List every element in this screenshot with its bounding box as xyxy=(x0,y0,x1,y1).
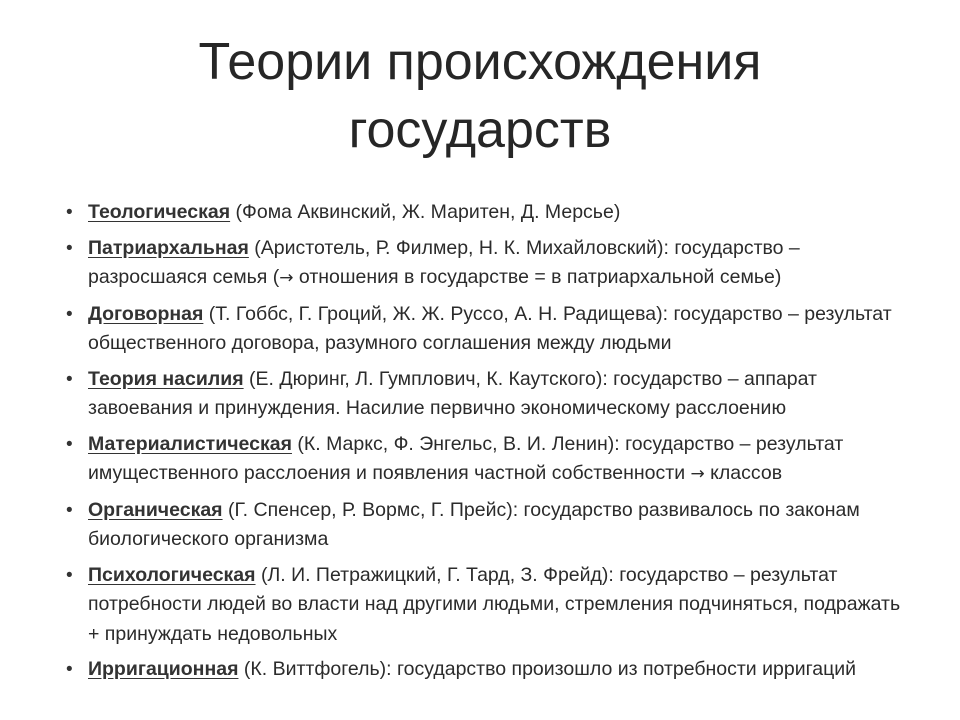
bullet-icon: • xyxy=(66,433,73,455)
theory-description: (Фома Аквинский, Ж. Маритен, Д. Мерсье) xyxy=(230,201,621,223)
bullet-icon: • xyxy=(66,237,73,259)
theory-term: Патриархальная xyxy=(88,236,249,259)
theory-term: Договорная xyxy=(88,302,204,325)
theory-description: (К. Маркс, Ф. Энгельс, В. И. Ленин): государство – результат имущественного расслоения и появления частной собственности xyxy=(88,432,844,484)
theory-term: Ирригационная xyxy=(88,658,239,680)
theory-description: (Т. Гоббс, Г. Гроций, Ж. Ж. Руссо, А. Н. Радищева): государство – результат общественного договора, разумного соглашения между людьми xyxy=(88,302,892,354)
list-item xyxy=(66,365,916,424)
bullet-icon: • xyxy=(66,499,73,521)
list-item xyxy=(66,561,916,650)
slide-title-line-1: Теории происхождения xyxy=(198,33,762,91)
list-item xyxy=(66,300,916,359)
theory-description: (Г. Спенсер, Р. Вормс, Г. Прейс): государство развивалось по законам биологического организма xyxy=(88,498,860,550)
theories-list xyxy=(66,198,916,691)
theory-term: Теологическая xyxy=(88,201,231,223)
theory-description: (К. Виттфогель): государство произошло из потребности ирригаций xyxy=(238,658,857,680)
bullet-icon: • xyxy=(66,564,73,586)
bullet-icon: • xyxy=(66,659,73,680)
list-item xyxy=(66,234,916,294)
theory-term: Материалистическая xyxy=(88,432,292,455)
theory-description: отношения в государстве = в патриархальной семье) xyxy=(293,266,782,288)
theory-term: Психологическая xyxy=(88,563,256,586)
theory-description: (Л. И. Петражицкий, Г. Тард, З. Фрейд): государство – результат потребности людей во власти над другими людьми, стремления подчиняться, подражать + принуждать недовольных xyxy=(88,563,901,645)
slide-title-line-2: государств xyxy=(348,101,612,159)
theory-description: классов xyxy=(704,462,783,484)
theory-description: (Аристотель, Р. Филмер, Н. К. Михайловский): государство – разросшаяся семья ( xyxy=(88,236,800,288)
list-item xyxy=(66,655,916,685)
list-item xyxy=(66,430,916,490)
arrow-right-icon: → xyxy=(690,464,705,484)
bullet-icon: • xyxy=(66,303,73,325)
list-item xyxy=(66,496,916,555)
bullet-icon: • xyxy=(66,368,73,390)
bullet-icon: • xyxy=(66,202,73,223)
theory-term: Теория насилия xyxy=(88,367,244,390)
theory-description: (Е. Дюринг, Л. Гумплович, К. Каутского): государство – аппарат завоевания и принуждения. Насилие первично экономическому расслоению xyxy=(88,367,817,419)
list-item xyxy=(66,198,916,228)
slide-title xyxy=(60,28,900,164)
arrow-right-icon: → xyxy=(279,268,294,288)
theory-term: Органическая xyxy=(88,498,223,521)
